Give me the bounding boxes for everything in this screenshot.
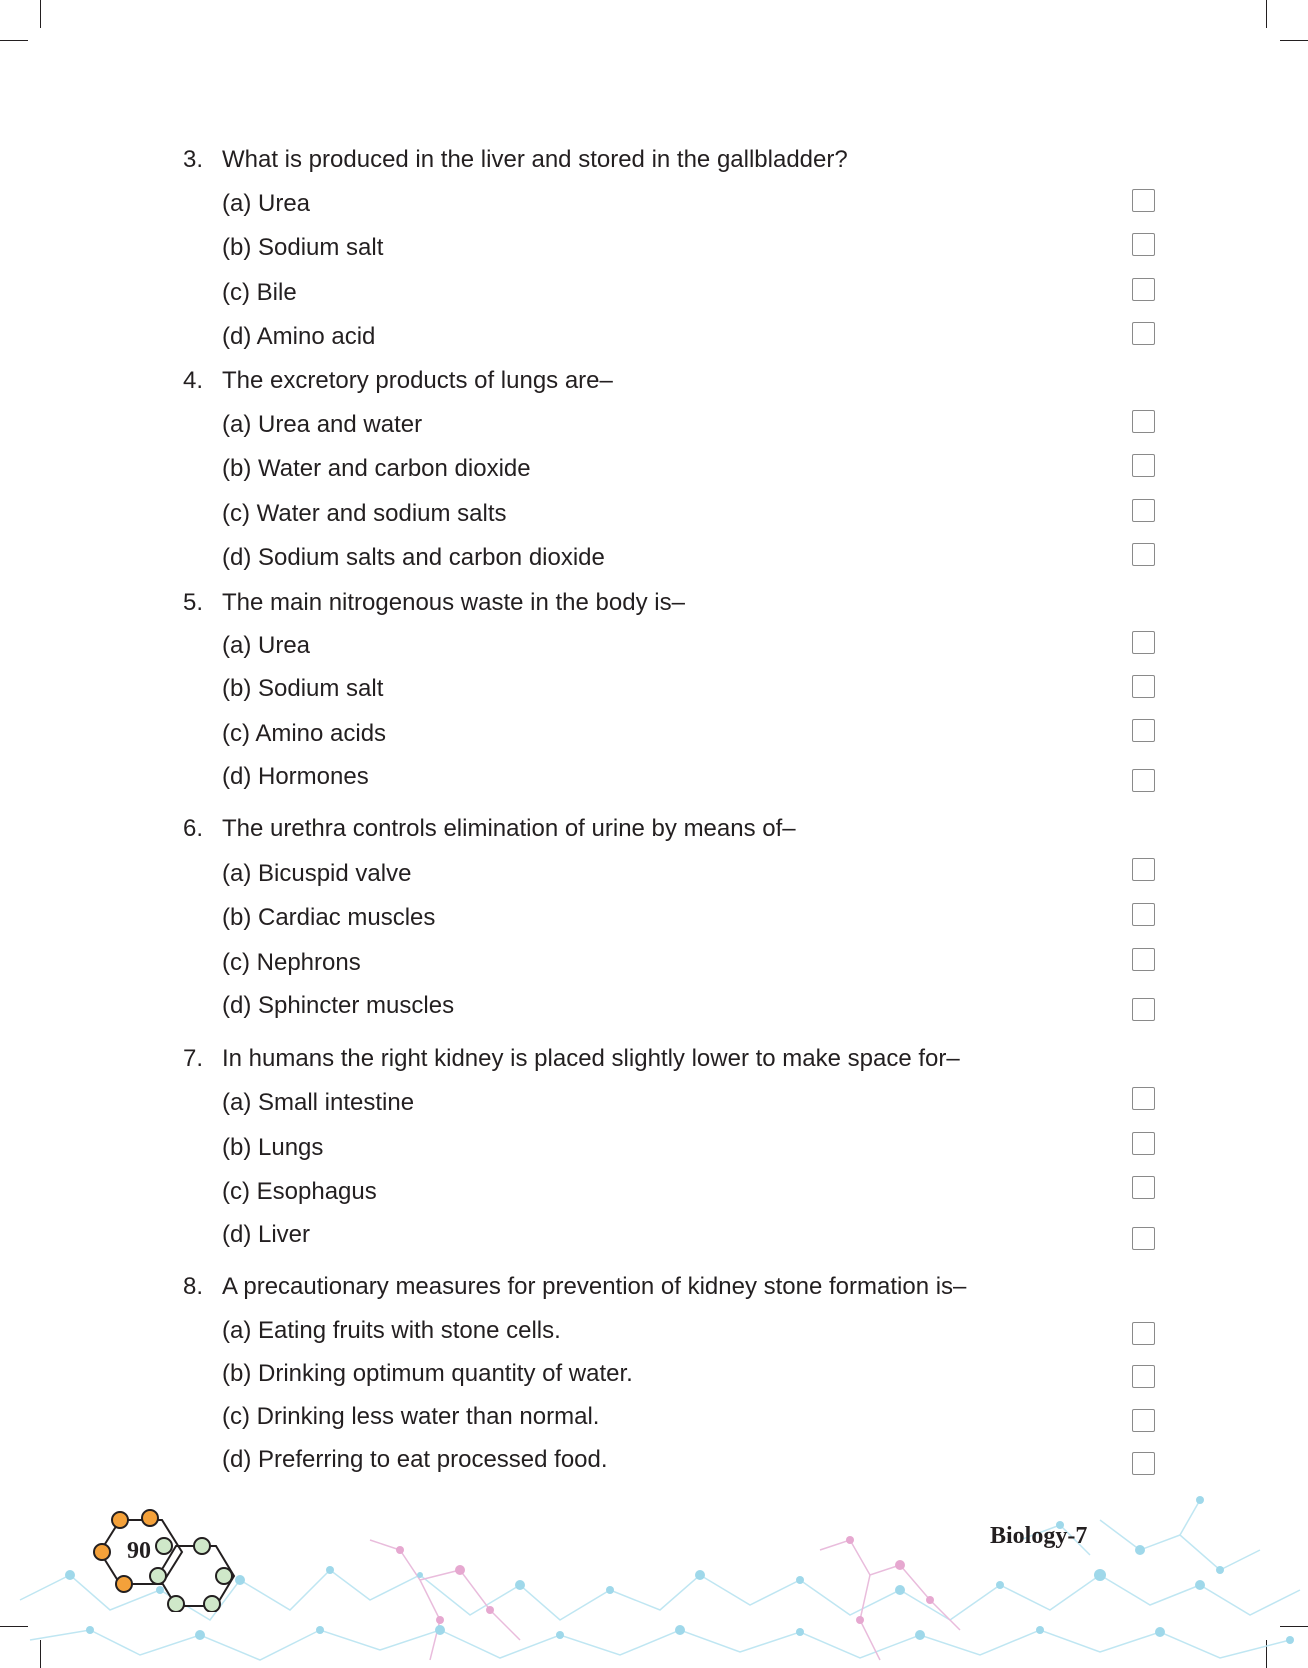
question-number: 6.: [183, 815, 204, 842]
question-number: 8.: [183, 1273, 204, 1300]
crop-mark-tr-v: [1266, 0, 1267, 28]
crop-mark-tl-v: [40, 0, 41, 28]
question-text: What is produced in the liver and stored in the gallbladder?: [222, 146, 848, 173]
option-7d: (d) Liver: [222, 1221, 311, 1248]
question-text: The excretory products of lungs are–: [222, 367, 613, 394]
checkbox-4c[interactable]: [1132, 499, 1155, 522]
checkbox-4d[interactable]: [1132, 543, 1155, 566]
checkbox-6a[interactable]: [1132, 858, 1155, 881]
checkbox-6c[interactable]: [1132, 948, 1155, 971]
question-number: 7.: [183, 1045, 204, 1072]
hexagon-page-number-logo: [88, 1502, 238, 1612]
option-4c: (c) Water and sodium salts: [222, 500, 507, 527]
checkbox-8d[interactable]: [1132, 1452, 1155, 1475]
option-8c: (c) Drinking less water than normal.: [222, 1403, 600, 1430]
checkbox-7c[interactable]: [1132, 1176, 1155, 1199]
option-7c: (c) Esophagus: [222, 1178, 377, 1205]
checkbox-6d[interactable]: [1132, 998, 1155, 1021]
checkbox-8a[interactable]: [1132, 1322, 1155, 1345]
question-text: A precautionary measures for prevention of kidney stone formation is–: [222, 1273, 967, 1300]
question-text: The urethra controls elimination of urine by means of–: [222, 815, 796, 842]
checkbox-5b[interactable]: [1132, 675, 1155, 698]
option-3c: (c) Bile: [222, 279, 297, 306]
checkbox-5a[interactable]: [1132, 631, 1155, 654]
question-number: 5.: [183, 589, 204, 616]
page-number: 90: [127, 1538, 151, 1564]
checkbox-7b[interactable]: [1132, 1132, 1155, 1155]
option-3a: (a) Urea: [222, 190, 311, 217]
option-7b: (b) Lungs: [222, 1134, 324, 1161]
question-number: 4.: [183, 367, 204, 394]
checkbox-3b[interactable]: [1132, 233, 1155, 256]
checkbox-3c[interactable]: [1132, 278, 1155, 301]
crop-mark-tl-h: [0, 40, 28, 41]
checkbox-4b[interactable]: [1132, 454, 1155, 477]
checkbox-7d[interactable]: [1132, 1227, 1155, 1250]
checkbox-4a[interactable]: [1132, 410, 1155, 433]
option-8a: (a) Eating fruits with stone cells.: [222, 1317, 561, 1344]
checkbox-8b[interactable]: [1132, 1365, 1155, 1388]
option-7a: (a) Small intestine: [222, 1089, 415, 1116]
question-text: In humans the right kidney is placed slightly lower to make space for–: [222, 1045, 960, 1072]
option-3b: (b) Sodium salt: [222, 234, 384, 261]
checkbox-3d[interactable]: [1132, 322, 1155, 345]
option-3d: (d) Amino acid: [222, 323, 376, 350]
option-4b: (b) Water and carbon dioxide: [222, 455, 531, 482]
option-5a: (a) Urea: [222, 632, 311, 659]
option-4d: (d) Sodium salts and carbon dioxide: [222, 544, 605, 571]
checkbox-5d[interactable]: [1132, 769, 1155, 792]
checkbox-8c[interactable]: [1132, 1409, 1155, 1432]
option-6a: (a) Bicuspid valve: [222, 860, 412, 887]
option-5d: (d) Hormones: [222, 763, 369, 790]
option-6c: (c) Nephrons: [222, 949, 361, 976]
crop-mark-tr-h: [1280, 40, 1308, 41]
checkbox-7a[interactable]: [1132, 1087, 1155, 1110]
question-text: The main nitrogenous waste in the body is–: [222, 589, 685, 616]
option-6d: (d) Sphincter muscles: [222, 992, 455, 1019]
option-8b: (b) Drinking optimum quantity of water.: [222, 1360, 633, 1387]
option-8d: (d) Preferring to eat processed food.: [222, 1446, 608, 1473]
checkbox-6b[interactable]: [1132, 903, 1155, 926]
question-number: 3.: [183, 146, 204, 173]
checkbox-3a[interactable]: [1132, 189, 1155, 212]
option-4a: (a) Urea and water: [222, 411, 423, 438]
option-5b: (b) Sodium salt: [222, 675, 384, 702]
option-6b: (b) Cardiac muscles: [222, 904, 436, 931]
book-title: Biology-7: [990, 1523, 1088, 1549]
checkbox-5c[interactable]: [1132, 719, 1155, 742]
option-5c: (c) Amino acids: [222, 720, 387, 747]
